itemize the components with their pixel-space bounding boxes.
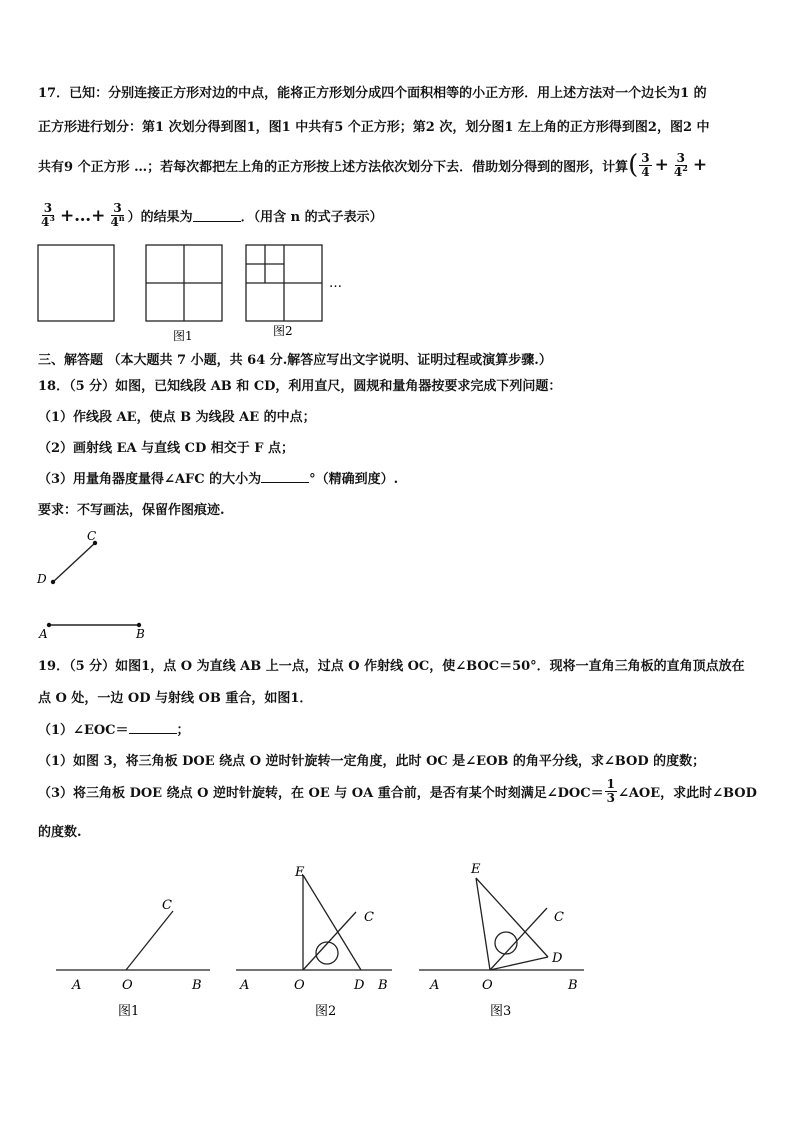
label-b: B [136,627,145,641]
q18-line4a: （3）用量角器度量得∠AFC 的大小为 [38,472,262,487]
q17-line1: 17．已知：分别连接正方形对边的中点，能将正方形划分成四个面积相等的小正方形．用上述方法对一个边长为1 的 [38,86,707,101]
q17-frac2: $\frac{3}{4^2}$ [673,150,688,179]
svg-text:B: B [192,978,202,993]
q19-line6: 的度数. [38,825,82,840]
q19-answer-blank[interactable] [129,721,177,734]
section-3-heading: 三、解答题 （本大题共 7 小题，共 64 分.解答应写出文字说明、证明过程或演算步骤.） [38,353,552,368]
q19-line5-row [38,778,757,805]
svg-text:O: O [482,978,493,993]
svg-text:A: A [72,978,82,993]
q19-line5b: ∠AOE，求此时∠BOD [617,786,757,801]
fig-ellipsis: … [329,276,342,291]
q19-fig1-caption: 图1 [118,1004,140,1019]
q19-line3a: （1）∠EOC＝ [38,723,129,738]
q18-answer-blank[interactable] [261,470,309,483]
q19-line3b: ； [176,723,190,738]
svg-text:A: A [430,978,440,993]
q17-frac1: $\frac{3}{4}$ [641,150,650,179]
svg-text:B: B [378,978,388,993]
svg-text:D: D [552,951,563,966]
svg-text:E: E [295,865,305,880]
fig-square-1 [146,245,222,321]
label-c: C [87,529,97,543]
q17-frac3: $\frac{3}{4^3}$ [41,201,55,229]
q19-fig1 [56,898,210,1019]
q19-line2: 点 O 处，一边 OD 与射线 OB 重合，如图1． [38,691,313,706]
q19-line3-row [38,719,190,738]
q18-line2: （1）作线段 AE，使点 B 为线段 AE 的中点； [38,410,316,425]
q19-line4: （1）如图 3，将三角板 DOE 绕点 O 逆时针旋转一定角度，此时 OC 是∠EOB 的角平分线，求∠BOD 的度数； [38,754,706,769]
q19-fig3 [419,862,584,1019]
q18-line5: 要求：不写画法，保留作图痕迹. [38,503,225,518]
point-d [51,580,55,584]
q17-frac4: $\frac{3}{4^n}$ [110,201,125,229]
q17-line4-row: $\frac{3}{4^3}$ +…+ $\frac{3}{4^n}$ ）的结果为 ．（用含 n 的式子表示） [41,201,383,229]
q19-fig2 [236,865,392,1019]
q19-line1: 19．（5 分）如图1，点 O 为直线 AB 上一点，过点 O 作射线 OC，使∠BOC＝50°．现将一直角三角板的直角顶点放在 [38,659,745,674]
svg-text:A: A [240,978,250,993]
label-a: A [39,627,48,641]
svg-text:C: C [364,910,374,925]
svg-text:O: O [294,978,305,993]
segment-cd [53,543,95,582]
q17-line3-row: 共有9 个正方形 …；若每次都把左上角的正方形按上述方法依次划分下去．借助划分得到的图形，计算 ( $\frac{3}{4}$ + $\frac{3}{4^2}$ + [38,150,708,180]
fig1-caption: 图1 [173,329,193,343]
svg-text:C: C [554,910,564,925]
q18-line4-row [38,468,398,487]
fig-square-2 [246,245,322,321]
q17-line3: 共有9 个正方形 …；若每次都把左上角的正方形按上述方法依次划分下去．借助划分得到的图形，计算 [38,159,629,175]
q19-frac: $\frac{1}{3}$ [606,777,615,805]
label-d: D [37,572,47,586]
q19-figures [50,855,590,1025]
q19-fig3-caption: 图3 [490,1004,512,1019]
svg-text:C: C [162,898,172,913]
q19-line5a: （3）将三角板 DOE 绕点 O 逆时针旋转，在 OE 与 OA 重合前，是否有某个时刻满足∠DOC＝ [38,786,604,801]
fig2-caption: 图2 [273,324,293,338]
q17-answer-blank[interactable] [193,209,241,222]
q17-line4-end: ．（用含 n 的式子表示） [240,210,383,225]
svg-text:E: E [471,862,481,877]
fig-square-0 [38,245,114,321]
q18-line1: 18．（5 分）如图，已知线段 AB 和 CD，利用直尺，圆规和量角器按要求完成下列问题： [38,379,562,394]
svg-text:D: D [354,978,365,993]
q18-line3: （2）画射线 EA 与直线 CD 相交于 F 点； [38,441,295,456]
q19-fig2-caption: 图2 [315,1004,337,1019]
q18-line4b: °（精确到度）. [309,472,399,487]
q17-figures [36,243,346,343]
q17-line2: 正方形进行划分：第1 次划分得到图1，图1 中共有5 个正方形；第2 次，划分图1 左上角的正方形得到图2，图2 中 [38,120,710,135]
q18-figure [34,526,164,644]
svg-text:O: O [122,978,133,993]
q17-line4-tail: ）的结果为 [127,210,193,225]
svg-text:B: B [568,978,578,993]
